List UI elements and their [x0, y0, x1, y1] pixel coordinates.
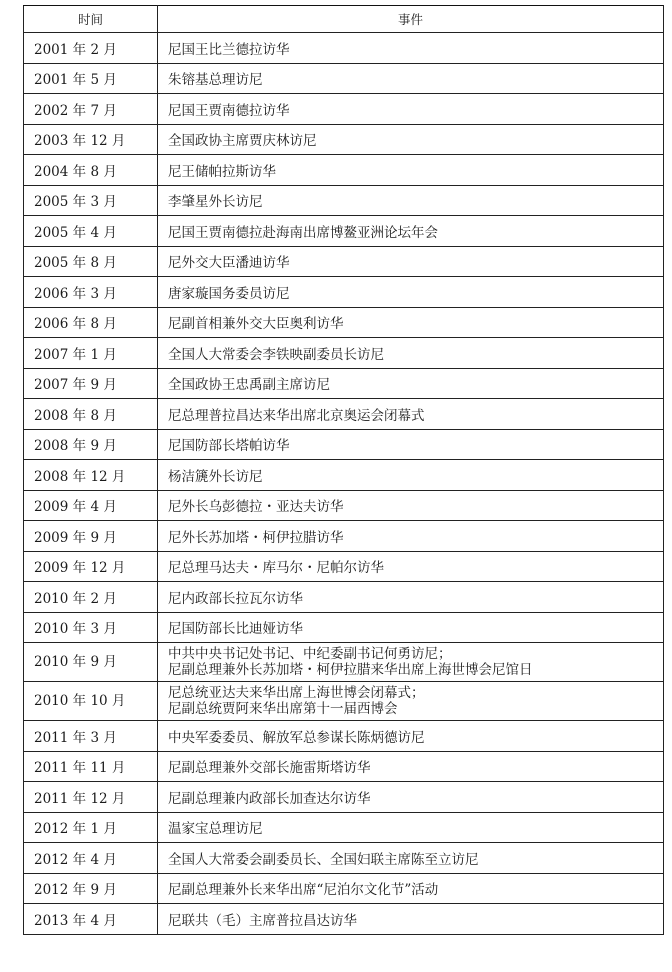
table-row [24, 782, 664, 813]
table-row [24, 277, 664, 308]
event-text: 中央军委委员、解放军总参谋长陈炳德访尼 [168, 729, 425, 746]
event-text: 尼副总理兼外交部长施雷斯塔访华 [168, 760, 371, 777]
table-row [24, 582, 664, 613]
date-cell: 2012 年 9 月 [24, 873, 158, 904]
event-text: 尼副总统贾阿来华出席第十一届西博会 [168, 701, 398, 717]
event-cell [158, 521, 664, 552]
table-row [24, 873, 664, 904]
event-cell [158, 460, 664, 491]
event-cell [158, 612, 664, 643]
event-cell [158, 338, 664, 369]
event-text: 尼国防部长比迪娅访华 [168, 621, 303, 638]
event-text: 尼外交大臣潘迪访华 [168, 255, 290, 272]
event-cell [158, 812, 664, 843]
table-row [24, 490, 664, 521]
table-row [24, 246, 664, 277]
event-cell [158, 33, 664, 64]
event-text: 全国政协王忠禹副主席访尼 [168, 377, 330, 394]
event-cell [158, 399, 664, 430]
event-cell [158, 185, 664, 216]
date-cell: 2007 年 1 月 [24, 338, 158, 369]
table-row [24, 812, 664, 843]
event-cell [158, 751, 664, 782]
table-row [24, 612, 664, 643]
event-text: 尼外长苏加塔・柯伊拉腊访华 [168, 529, 344, 546]
table-row [24, 721, 664, 752]
event-cell [158, 277, 664, 308]
table-header-row [24, 6, 664, 33]
event-cell [158, 307, 664, 338]
date-cell: 2008 年 8 月 [24, 399, 158, 430]
event-cell [158, 843, 664, 874]
event-text: 尼国王比兰德拉访华 [168, 41, 290, 58]
date-cell: 2002 年 7 月 [24, 94, 158, 125]
date-cell: 2010 年 3 月 [24, 612, 158, 643]
table-row [24, 843, 664, 874]
event-cell [158, 246, 664, 277]
date-cell: 2013 年 4 月 [24, 904, 158, 935]
event-cell [158, 63, 664, 94]
date-cell: 2010 年 10 月 [24, 682, 158, 721]
table-row [24, 429, 664, 460]
event-cell [158, 490, 664, 521]
date-cell: 2001 年 5 月 [24, 63, 158, 94]
event-text: 尼总理普拉昌达来华出席北京奥运会闭幕式 [168, 407, 425, 424]
event-cell [158, 643, 664, 682]
table-row [24, 94, 664, 125]
table-row [24, 155, 664, 186]
date-cell: 2010 年 2 月 [24, 582, 158, 613]
event-text: 尼国王贾南德拉访华 [168, 102, 290, 119]
date-cell: 2009 年 4 月 [24, 490, 158, 521]
table-row [24, 551, 664, 582]
date-cell: 2001 年 2 月 [24, 33, 158, 64]
event-text: 尼外长乌彭德拉・亚达夫访华 [168, 499, 344, 516]
table-row [24, 904, 664, 935]
event-text: 尼副首相兼外交大臣奥利访华 [168, 316, 344, 333]
table-row [24, 124, 664, 155]
event-text: 尼联共（毛）主席普拉昌达访华 [168, 912, 357, 929]
date-cell: 2003 年 12 月 [24, 124, 158, 155]
table-row [24, 460, 664, 491]
event-text: 尼副总理兼外长来华出席“尼泊尔文化节”活动 [168, 882, 439, 899]
table-row [24, 338, 664, 369]
table-row [24, 643, 664, 682]
event-cell [158, 551, 664, 582]
event-text: 杨洁篪外长访尼 [168, 468, 263, 485]
header-time: 时间 [24, 6, 158, 33]
event-text: 全国人大常委会李铁映副委员长访尼 [168, 346, 384, 363]
table-row [24, 63, 664, 94]
date-cell: 2012 年 1 月 [24, 812, 158, 843]
event-text: 全国人大常委会副委员长、全国妇联主席陈至立访尼 [168, 851, 479, 868]
date-cell: 2008 年 9 月 [24, 429, 158, 460]
event-text: 尼国防部长塔帕访华 [168, 438, 290, 455]
event-cell [158, 904, 664, 935]
date-cell: 2012 年 4 月 [24, 843, 158, 874]
event-text: 唐家璇国务委员访尼 [168, 285, 290, 302]
events-table [23, 5, 664, 935]
event-cell [158, 721, 664, 752]
table-row [24, 751, 664, 782]
table-body [24, 33, 664, 935]
event-cell [158, 216, 664, 247]
date-cell: 2009 年 12 月 [24, 551, 158, 582]
date-cell: 2005 年 3 月 [24, 185, 158, 216]
event-text: 中共中央书记处书记、中纪委副书记何勇访尼； [168, 645, 452, 662]
event-text: 尼王储帕拉斯访华 [168, 163, 276, 180]
date-cell: 2006 年 8 月 [24, 307, 158, 338]
date-cell: 2011 年 12 月 [24, 782, 158, 813]
event-cell [158, 94, 664, 125]
table-row [24, 33, 664, 64]
event-text: 尼总理马达夫・库马尔・尼帕尔访华 [168, 560, 384, 577]
event-text: 朱镕基总理访尼 [168, 72, 263, 89]
table-row [24, 682, 664, 721]
event-text: 尼国王贾南德拉赴海南出席博鳌亚洲论坛年会 [168, 224, 438, 241]
event-text: 全国政协主席贾庆林访尼 [168, 133, 317, 150]
table-row [24, 399, 664, 430]
date-cell: 2007 年 9 月 [24, 368, 158, 399]
event-text: 尼总统亚达夫来华出席上海世博会闭幕式； [168, 684, 425, 701]
date-cell: 2008 年 12 月 [24, 460, 158, 491]
date-cell: 2005 年 4 月 [24, 216, 158, 247]
date-cell: 2011 年 3 月 [24, 721, 158, 752]
table-row [24, 521, 664, 552]
table-row [24, 307, 664, 338]
event-cell [158, 429, 664, 460]
event-text: 尼副总理兼内政部长加查达尔访华 [168, 790, 371, 807]
event-cell [158, 873, 664, 904]
event-cell [158, 368, 664, 399]
date-cell: 2006 年 3 月 [24, 277, 158, 308]
table-row [24, 185, 664, 216]
event-cell [158, 782, 664, 813]
date-cell: 2005 年 8 月 [24, 246, 158, 277]
date-cell: 2004 年 8 月 [24, 155, 158, 186]
table-row [24, 368, 664, 399]
event-text: 温家宝总理访尼 [168, 821, 263, 838]
event-text: 尼内政部长拉瓦尔访华 [168, 590, 303, 607]
date-cell: 2009 年 9 月 [24, 521, 158, 552]
date-cell: 2011 年 11 月 [24, 751, 158, 782]
event-cell [158, 582, 664, 613]
table-row [24, 216, 664, 247]
event-cell [158, 155, 664, 186]
event-cell [158, 682, 664, 721]
date-cell: 2010 年 9 月 [24, 643, 158, 682]
header-event: 事件 [158, 6, 664, 33]
event-text: 尼副总理兼外长苏加塔・柯伊拉腊来华出席上海世博会尼馆日 [168, 662, 533, 678]
event-text: 李肇星外长访尼 [168, 194, 263, 211]
event-cell [158, 124, 664, 155]
